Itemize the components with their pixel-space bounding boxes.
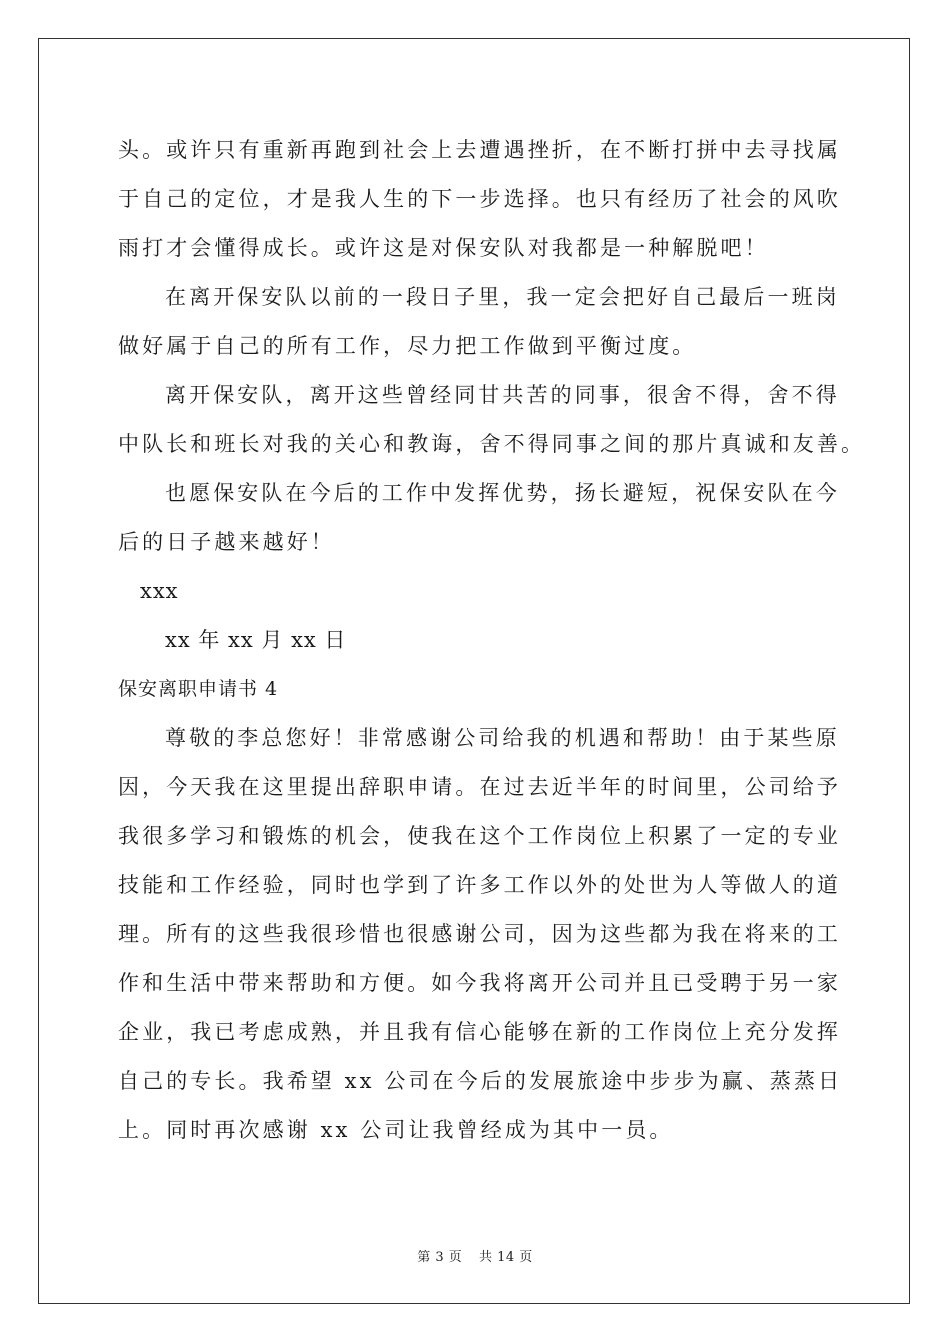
section-heading: 保安离职申请书 4 bbox=[118, 678, 279, 700]
paragraph-start: 也愿保安队在今后的工作中发挥优势，扬长避短，祝保安队在今 bbox=[165, 481, 840, 505]
paragraph-start: 在离开保安队以前的一段日子里，我一定会把好自己最后一班岗 bbox=[165, 285, 840, 309]
text-line: 自己的专长。我希望 xx 公司在今后的发展旅途中步步为赢、蒸蒸日 bbox=[118, 1069, 843, 1093]
text-line: 后的日子越来越好！ bbox=[118, 530, 335, 554]
text-line: 企业，我已考虑成熟，并且我有信心能够在新的工作岗位上充分发挥 bbox=[118, 1020, 841, 1044]
text-line: 雨打才会懂得成长。或许这是对保安队对我都是一种解脱吧！ bbox=[118, 236, 769, 260]
text-line: 作和生活中带来帮助和方便。如今我将离开公司并且已受聘于另一家 bbox=[118, 971, 841, 995]
text-line: 我很多学习和锻炼的机会，使我在这个工作岗位上积累了一定的专业 bbox=[118, 824, 841, 848]
text-line: 理。所有的这些我很珍惜也很感谢公司，因为这些都为我在将来的工 bbox=[118, 922, 841, 946]
text-line: 于自己的定位，才是我人生的下一步选择。也只有经历了社会的风吹 bbox=[118, 187, 841, 211]
page-footer bbox=[0, 1246, 950, 1265]
text-line: 做好属于自己的所有工作，尽力把工作做到平衡过度。 bbox=[118, 334, 697, 358]
text-line: 因，今天我在这里提出辞职申请。在过去近半年的时间里，公司给予 bbox=[118, 775, 841, 799]
date-line: xx 年 xx 月 xx 日 bbox=[165, 628, 347, 652]
text-line: 头。或许只有重新再跑到社会上去遭遇挫折，在不断打拼中去寻找属 bbox=[118, 138, 841, 162]
document-body bbox=[118, 126, 866, 1155]
text-line: 技能和工作经验，同时也学到了许多工作以外的处世为人等做人的道 bbox=[118, 873, 841, 897]
page-number: 第 3 页 bbox=[417, 1250, 463, 1265]
text-line: 中队长和班长对我的关心和教诲，舍不得同事之间的那片真诚和友善。 bbox=[118, 432, 866, 456]
page-total: 共 14 页 bbox=[478, 1250, 533, 1265]
text-line: 上。同时再次感谢 xx 公司让我曾经成为其中一员。 bbox=[118, 1118, 674, 1142]
paragraph-start: 离开保安队，离开这些曾经同甘共苦的同事，很舍不得，舍不得 bbox=[165, 383, 840, 407]
signature: xxx bbox=[140, 579, 179, 603]
paragraph-start: 尊敬的李总您好！非常感谢公司给我的机遇和帮助！由于某些原 bbox=[165, 726, 840, 750]
